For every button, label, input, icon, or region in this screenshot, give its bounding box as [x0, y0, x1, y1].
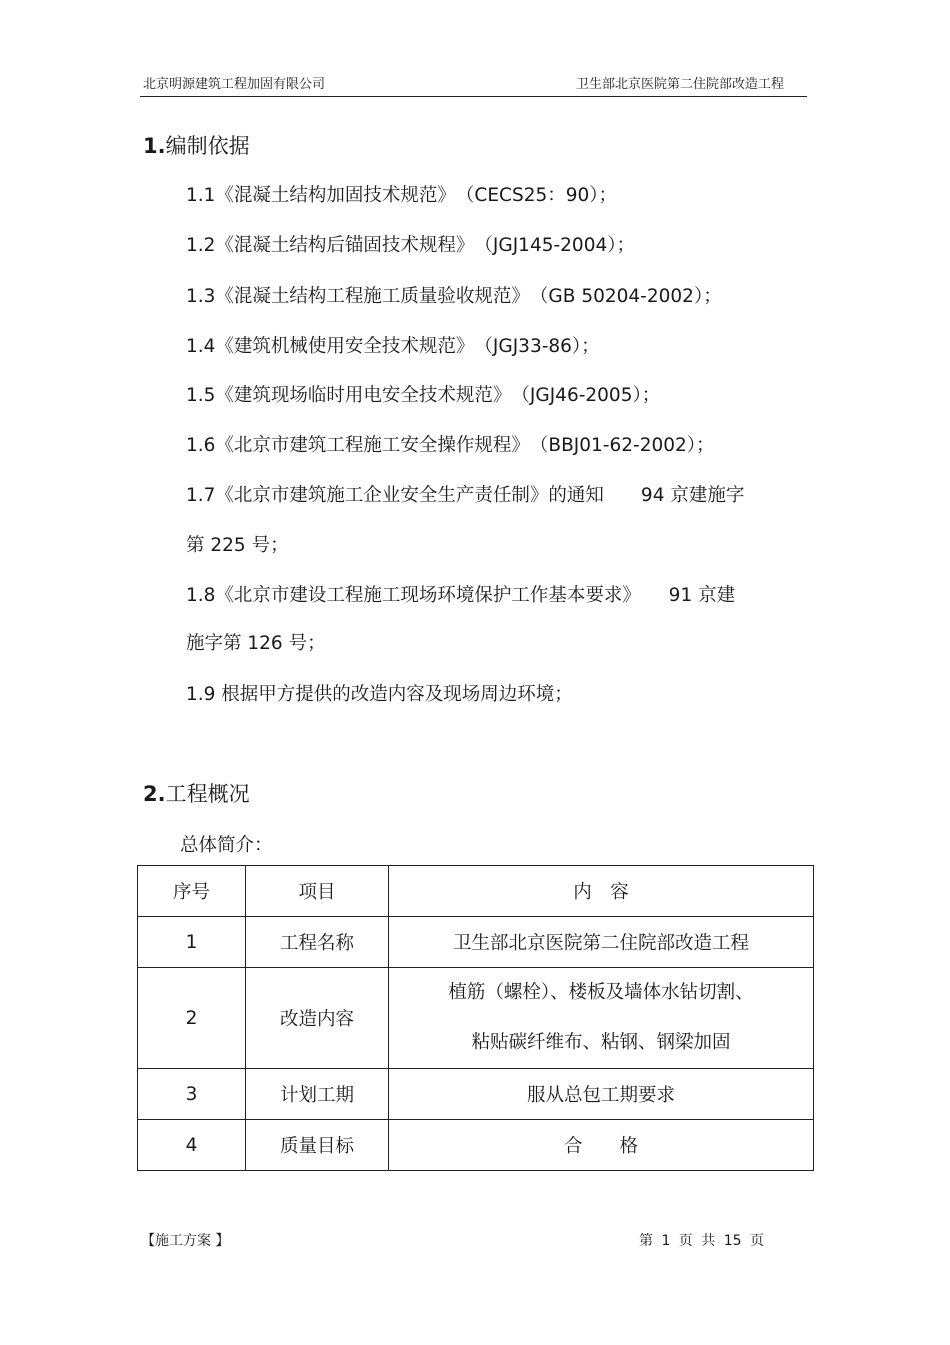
basis-item: 1.5《建筑现场临时用电安全技术规范》 （JGJ46-2005）；: [186, 385, 661, 406]
basis-item-continuation: 第 225 号；: [186, 535, 289, 556]
row-content: 卫生部北京医院第二住院部改造工程: [389, 917, 814, 968]
table-header-row: [138, 866, 814, 917]
row-content: 合 格: [389, 1120, 814, 1171]
section1-title: 编制依据: [165, 134, 250, 158]
table-row: [138, 968, 814, 1069]
row-item: 计划工期: [246, 1069, 389, 1120]
row-number: 1: [138, 917, 246, 968]
basis-item: 1.8《北京市建设工程施工现场环境保护工作基本要求》 91 京建: [186, 585, 736, 606]
row-item: 工程名称: [246, 917, 389, 968]
section2-number: 2.: [143, 782, 166, 806]
table-row: [138, 917, 814, 968]
basis-item: 1.6《北京市建筑工程施工安全操作规程》 （BBJ01-62-2002）；: [186, 435, 715, 456]
row-content: [389, 968, 814, 1069]
row-content-line: 粘贴碳纤维布、粘钢、钢梁加固: [471, 1032, 731, 1053]
table-header-cell: 内 容: [389, 866, 814, 917]
overview-intro: 总体简介：: [180, 835, 273, 856]
section2-heading: [143, 778, 250, 808]
footer-doc-type: 【施工方案 】: [141, 1233, 230, 1249]
header-divider: [140, 96, 807, 97]
row-number: 3: [138, 1069, 246, 1120]
basis-item: 1.3《混凝土结构工程施工质量验收规范》 （GB 50204-2002）；: [186, 286, 722, 307]
row-item: 改造内容: [246, 968, 389, 1069]
section2-title: 工程概况: [165, 782, 250, 806]
row-number: 2: [138, 968, 246, 1069]
table-header-cell: 序号: [138, 866, 246, 917]
basis-item: 1.2《混凝土结构后锚固技术规程》 （JGJ145-2004）；: [186, 235, 635, 256]
table-row: [138, 1069, 814, 1120]
basis-item: 1.9 根据甲方提供的改造内容及现场周边环境；: [186, 684, 573, 705]
section1-number: 1.: [143, 134, 166, 158]
basis-item: 1.4《建筑机械使用安全技术规范》 （JGJ33-86）；: [186, 336, 600, 357]
row-content: 服从总包工期要求: [389, 1069, 814, 1120]
row-item: 质量目标: [246, 1120, 389, 1171]
basis-item: 1.7《北京市建筑施工企业安全生产责任制》的通知 94 京建施字: [186, 485, 745, 506]
header-company: 北京明源建筑工程加固有限公司: [143, 77, 326, 92]
footer-page-info: 第 1 页 共 15 页: [639, 1233, 764, 1249]
row-content-line: 植筋（螺栓）、楼板及墙体水钻切割、: [448, 982, 754, 1003]
table-header-cell: 项目: [246, 866, 389, 917]
row-number: 4: [138, 1120, 246, 1171]
basis-item-continuation: 施字第 126 号；: [186, 633, 326, 654]
table-row: [138, 1120, 814, 1171]
project-overview-table: [137, 865, 814, 1171]
basis-item: 1.1《混凝土结构加固技术规范》 （CECS25：90）；: [186, 185, 618, 206]
header-project: 卫生部北京医院第二住院部改造工程: [575, 77, 784, 92]
section1-heading: [143, 130, 250, 160]
